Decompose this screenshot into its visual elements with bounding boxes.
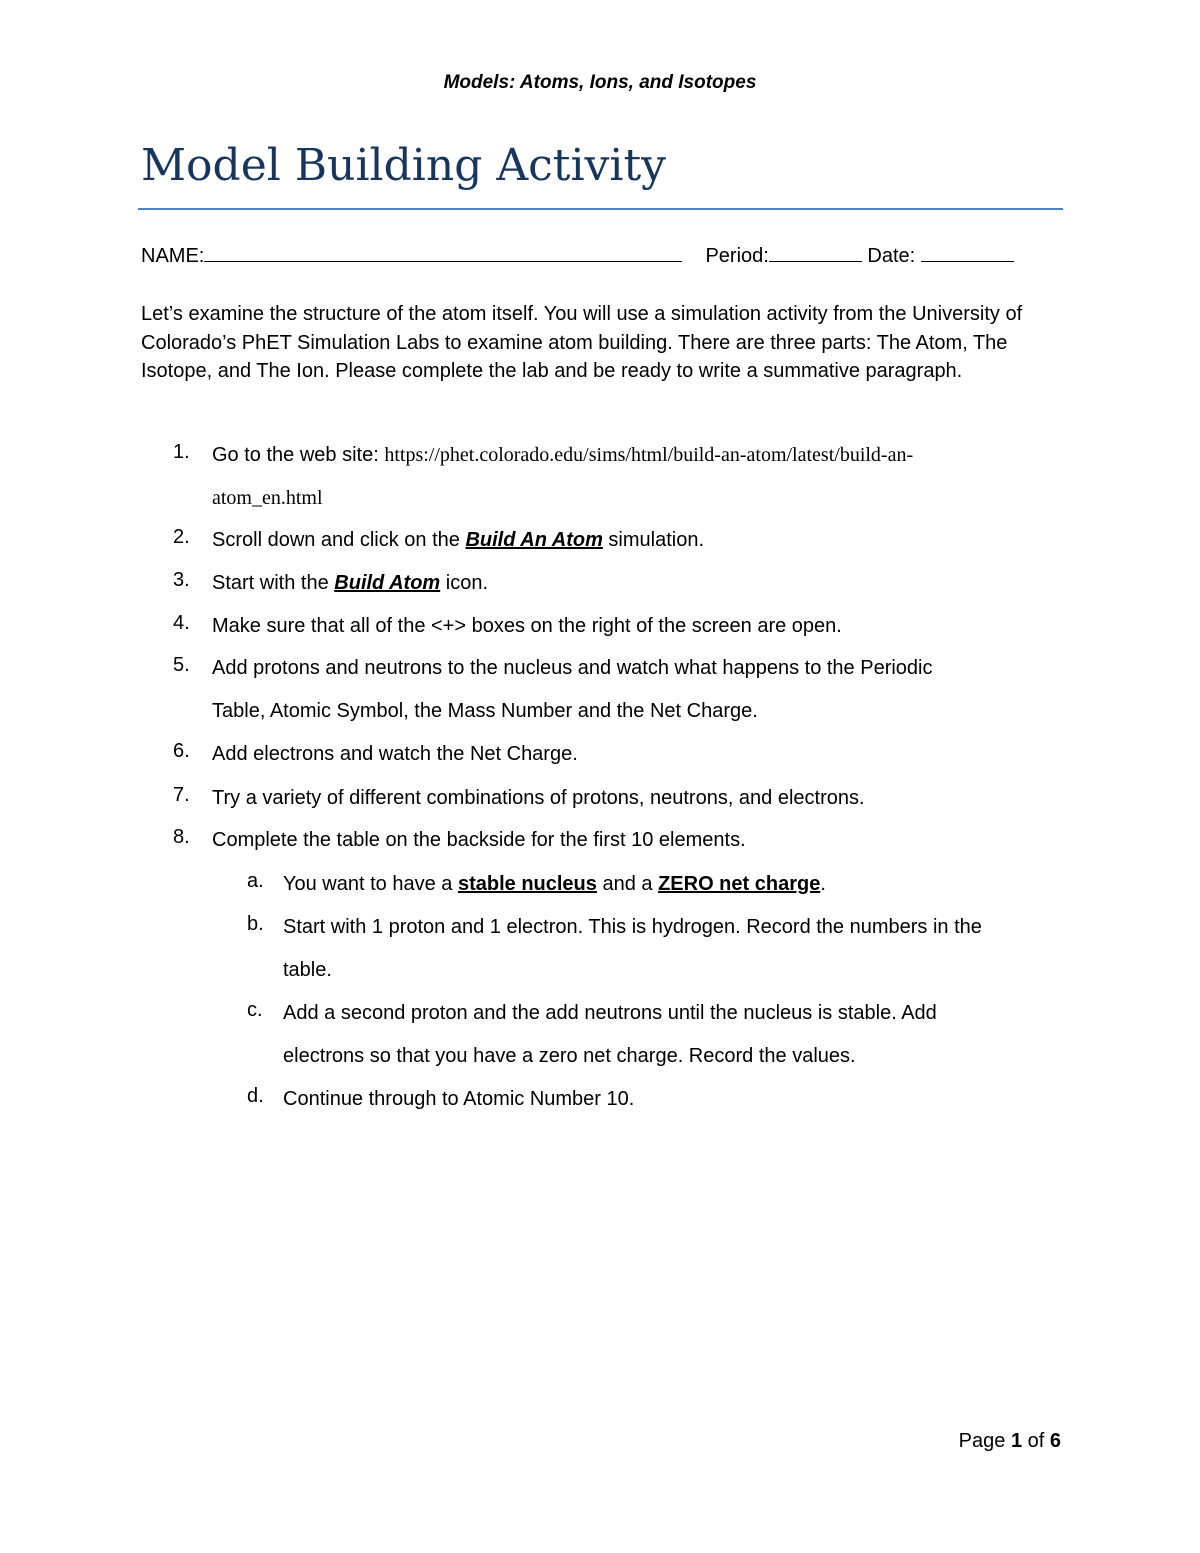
name-label: NAME: bbox=[141, 245, 205, 267]
substep-letter: c. bbox=[247, 999, 263, 1021]
step-text: Make sure that all of the <+> boxes on the right of the screen are open. bbox=[212, 615, 842, 637]
substep-letter: d. bbox=[247, 1085, 264, 1107]
build-atom-link[interactable]: Build Atom bbox=[334, 572, 441, 594]
step-text: Try a variety of different combinations of protons, neutrons, and electrons. bbox=[212, 787, 865, 809]
substep-letter: b. bbox=[247, 913, 264, 935]
step-number: 7. bbox=[173, 784, 190, 806]
substep-text: Add a second proton and the add neutrons until the nucleus is stable. Add electrons so that you have a zero net charge. Record the values. bbox=[283, 1002, 937, 1067]
substep-text: You want to have a stable nucleus and a ZERO net charge. bbox=[283, 873, 826, 895]
substep-text: Start with 1 proton and 1 electron. This is hydrogen. Record the numbers in the table. bbox=[283, 916, 982, 981]
document-title: Model Building Activity bbox=[141, 140, 666, 191]
phet-url-link[interactable]: https://phet.colorado.edu/sims/html/build-an-atom/latest/build-an- bbox=[384, 444, 914, 466]
phet-url-link-continued[interactable]: atom_en.html bbox=[212, 487, 323, 509]
page-word: Page bbox=[958, 1430, 1006, 1452]
step-text: Add electrons and watch the Net Charge. bbox=[212, 743, 578, 765]
date-blank[interactable] bbox=[921, 243, 1014, 262]
period-label: Period: bbox=[705, 245, 769, 267]
current-page-number: 1 bbox=[1010, 1430, 1023, 1452]
step-number: 4. bbox=[173, 612, 190, 634]
step-number: 5. bbox=[173, 654, 190, 676]
zero-net-charge-emphasis: ZERO net charge bbox=[658, 873, 821, 895]
step-text: Scroll down and click on the Build An Atom simulation. bbox=[212, 529, 705, 551]
title-underline-rule bbox=[138, 208, 1063, 210]
step-number: 6. bbox=[173, 740, 190, 762]
running-header: Models: Atoms, Ions, and Isotopes bbox=[443, 72, 757, 93]
substep-letter: a. bbox=[247, 870, 264, 892]
build-an-atom-link[interactable]: Build An Atom bbox=[465, 529, 603, 551]
total-page-count: 6 bbox=[1049, 1430, 1061, 1452]
of-word: of bbox=[1027, 1430, 1045, 1452]
period-blank[interactable] bbox=[769, 243, 862, 262]
step-text: Add protons and neutrons to the nucleus and watch what happens to the Periodic Table, Atomic Symbol, the Mass Number and the Net Charge. bbox=[212, 657, 933, 722]
step-number: 3. bbox=[173, 569, 190, 591]
stable-nucleus-emphasis: stable nucleus bbox=[457, 873, 597, 895]
substep-text: Continue through to Atomic Number 10. bbox=[283, 1088, 635, 1110]
step-text: Go to the web site: https://phet.colorado.edu/sims/html/build-an-atom/latest/build-an- atom_en.html bbox=[212, 444, 914, 509]
step-number: 8. bbox=[173, 826, 190, 848]
student-info-fields bbox=[141, 243, 1014, 268]
step-text: Complete the table on the backside for the first 10 elements. bbox=[212, 829, 746, 851]
date-label: Date: bbox=[867, 245, 916, 267]
step-number: 2. bbox=[173, 526, 190, 548]
step-number: 1. bbox=[173, 441, 190, 463]
name-blank[interactable] bbox=[204, 243, 682, 262]
intro-paragraph: Let’s examine the structure of the atom itself. You will use a simulation activity from the University of Colorado’s PhET Simulation Labs to examine atom building. There are three parts: The Atom, The Isotope, and The Ion. Please complete the lab and be ready to write a summative paragraph. bbox=[141, 303, 1023, 382]
page-number-footer bbox=[959, 1430, 1061, 1453]
step-text: Start with the Build Atom icon. bbox=[212, 572, 489, 594]
